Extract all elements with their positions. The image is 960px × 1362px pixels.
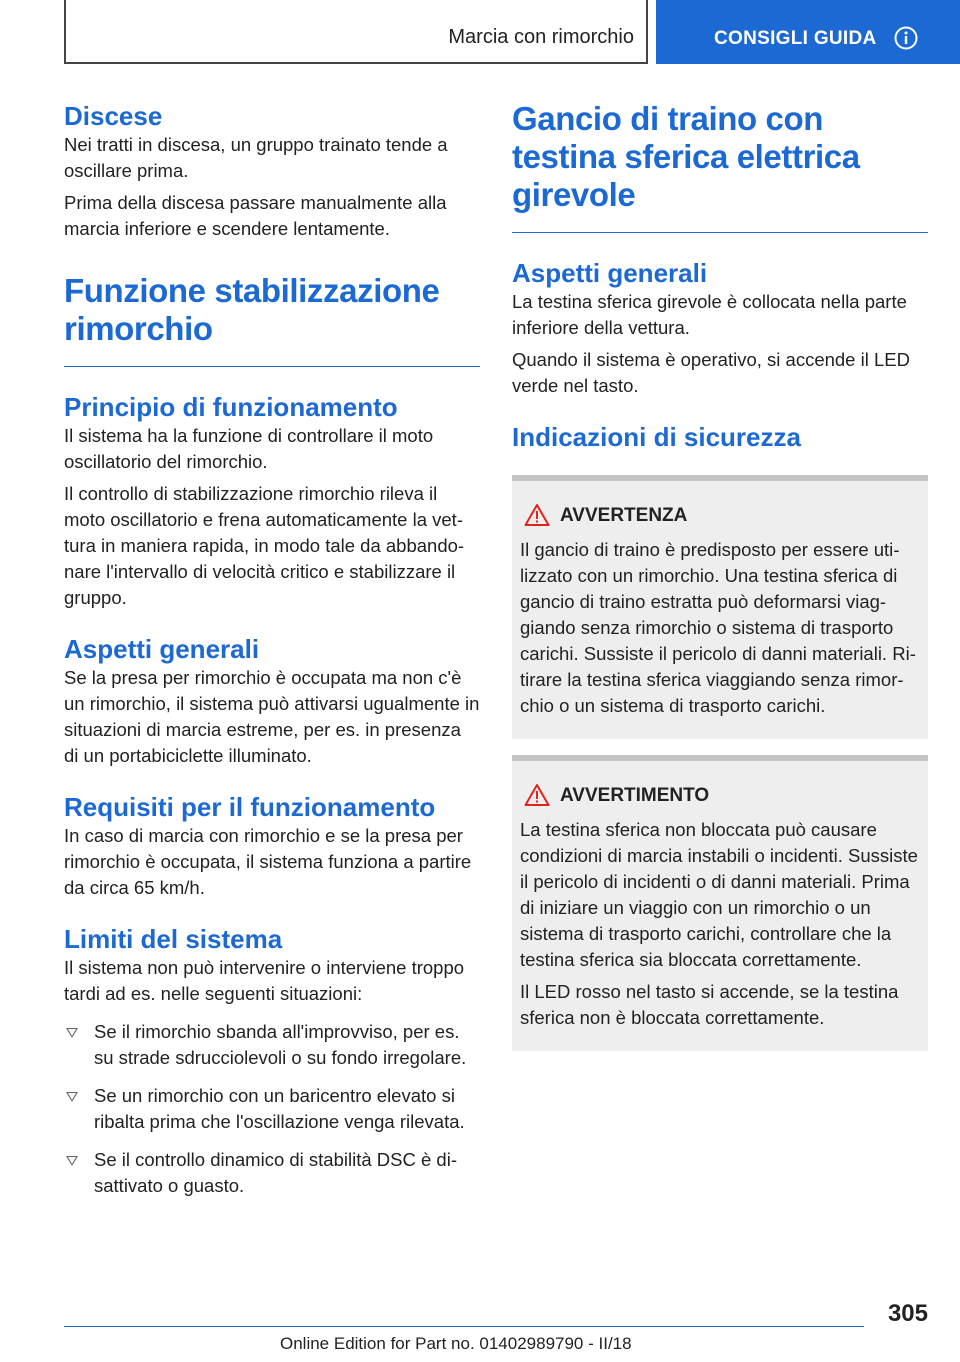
footer-rule [64,1326,864,1327]
right-column [512,100,928,1051]
list-item: Se il rimorchio sbanda all'improvviso, per es. su strade sdrucciolevoli o su fondo irregolare. [64,1019,480,1071]
page-number: 305 [887,1300,928,1327]
list-item: Se il controllo dinamico di stabilità DSC è disattivato o guasto. [64,1147,480,1199]
heading-aspetti-generali: Aspetti generali [512,258,708,288]
warning-box-avvertimento [512,755,928,1051]
header-section-box [64,0,648,64]
warning-triangle-icon [524,783,550,807]
heading-funzione-stabilizzazione: Funzione stabilizzazione rimorchio [64,272,440,347]
triangle-bullet-icon [66,1092,78,1102]
warning-title: AVVERTIMENTO [520,783,920,809]
chapter-tab[interactable] [656,0,960,64]
paragraph: Il sistema ha la funzione di controllare il moto oscillatorio del rimorchio. [64,425,434,472]
paragraph: Se la presa per rimorchio è occupata ma non c'è un rimorchio, il sistema può attivarsi ugualmente in situazioni di marcia estreme, per es. in presenza di un portabiciclette illuminato. [64,667,480,766]
warning-title: AVVERTENZA [520,503,920,529]
list-item: Se un rimorchio con un baricentro elevato si ribalta prima che l'oscillazione venga rilevata. [64,1083,480,1135]
paragraph: In caso di marcia con rimorchio e se la presa per rimorchio è occupata, il sistema funziona a partire da circa 65 km/h. [64,825,472,898]
heading-requisiti: Requisiti per il funzionamento [64,792,436,822]
limiti-list [64,1019,480,1199]
paragraph: Nei tratti in discesa, un gruppo trainato tende a oscillare prima. [64,134,448,181]
paragraph: La testina sferica girevole è collocata nella parte inferiore della vettura. [512,291,907,338]
warning-triangle-icon [524,503,550,527]
triangle-bullet-icon [66,1156,78,1166]
warning-text: La testina sferica non bloccata può causare condizioni di marcia instabili o incidenti. Sussiste il pericolo di incidenti o di danni materiali. Prima di iniziare un viaggio con un rimorchio o un sistema di trasporto carichi, controllare che la testina sferica sia bloccata correttamente. [520,819,918,970]
left-column [64,100,480,1211]
info-icon[interactable] [894,26,918,50]
paragraph: Il controllo di stabilizzazione rimorchio rileva il moto oscillatorio e frena automaticamente la vettura in maniera rapida, in modo tale da abbandonare l'intervallo di velocità critico e stabilizzare il gruppo. [64,483,465,608]
heading-limiti: Limiti del sistema [64,924,283,954]
warning-text: Il gancio di traino è predisposto per essere utilizzato con un rimorchio. Una testina sferica di gancio di traino estratta può deformarsi viaggiando senza rimorchio o sistema di trasporto carichi. Sussiste il pericolo di danni materiali. Ritirare la testina sferica viaggiando senza rimorchio o un sistema di trasporto carichi. [520,539,916,716]
paragraph: Quando il sistema è operativo, si accende il LED verde nel tasto. [512,349,910,396]
footer-edition: Online Edition for Part no. 01402989790 - II/18 [280,1334,632,1353]
heading-aspetti-generali: Aspetti generali [64,634,260,664]
warning-text: Il LED rosso nel tasto si accende, se la testina sferica non è bloccata correttamente. [520,981,899,1028]
heading-discese: Discese [64,101,163,131]
warning-box-avvertenza [512,475,928,739]
heading-gancio-traino: Gancio di traino con testina sferica elettrica girevole [512,100,860,213]
chapter-tab-label: CONSIGLI GUIDA [714,28,877,49]
heading-sicurezza: Indicazioni di sicurezza [512,422,801,452]
triangle-bullet-icon [66,1028,78,1038]
page-header [0,0,960,66]
paragraph: Il sistema non può intervenire o interviene troppo tardi ad es. nelle seguenti situazioni: [64,957,465,1004]
header-section-title: Marcia con rimorchio [448,26,634,48]
heading-principio: Principio di funzionamento [64,392,398,422]
paragraph: Prima della discesa passare manualmente alla marcia inferiore e scendere lentamente. [64,192,447,239]
